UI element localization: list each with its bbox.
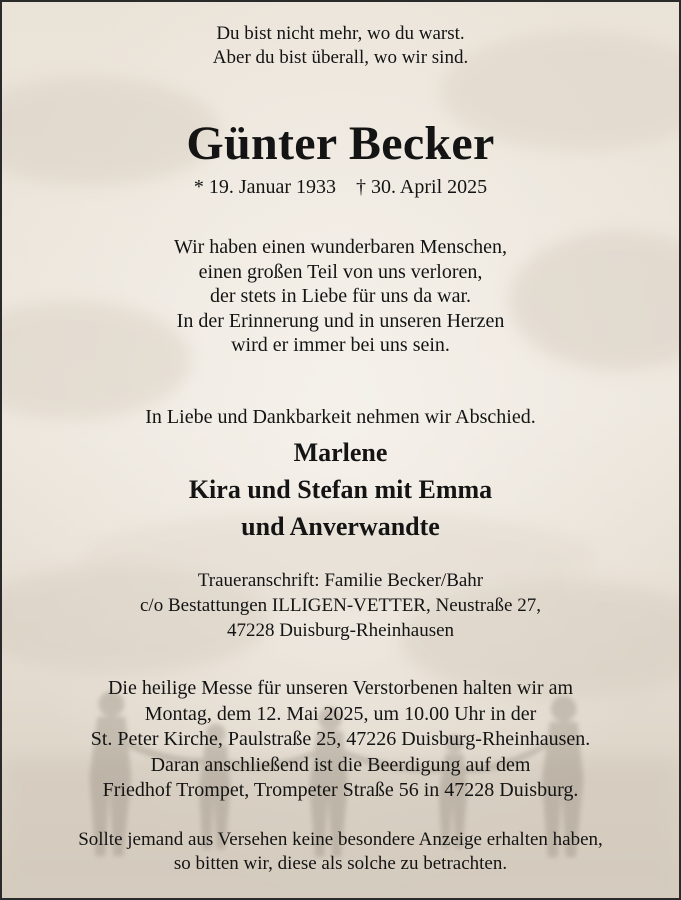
poem-line: Wir haben einen wunderbaren Menschen, [174, 236, 507, 258]
life-dates [2, 174, 679, 200]
service-line: St. Peter Kirche, Paulstraße 25, 47226 Duisburg-Rheinhausen. [90, 728, 591, 750]
mourning-address [2, 568, 679, 643]
birth-date: * 19. Januar 1933 [193, 176, 337, 198]
poem-line: In der Erinnerung und in unseren Herzen [176, 309, 505, 332]
address-line: 47228 Duisburg-Rheinhausen [226, 620, 455, 641]
closing-note [2, 828, 679, 876]
mourner-line: Marlene [293, 438, 388, 467]
mourners [2, 434, 679, 545]
motto [2, 22, 679, 70]
poem [2, 235, 679, 358]
closing-line: Sollte jemand aus Versehen keine besondere Anzeige erhalten haben, [78, 829, 603, 850]
address-line: Traueranschrift: Familie Becker/Bahr [197, 570, 484, 591]
service-line: Daran anschließend ist die Beerdigung auf dem [150, 753, 531, 776]
mourner-line: Kira und Stefan mit Emma [188, 475, 493, 504]
address-line: c/o Bestattungen ILLIGEN-VETTER, Neustraße 27, [140, 595, 541, 616]
motto-line: Du bist nicht mehr, wo du warst. [216, 23, 465, 44]
service-line: Montag, dem 12. Mai 2025, um 10.00 Uhr in der [144, 702, 537, 725]
poem-line: einen großen Teil von uns verloren, [198, 260, 483, 283]
closing-line: so bitten wir, diese als solche zu betrachten. [173, 853, 508, 874]
poem-line: wird er immer bei uns sein. [231, 334, 450, 356]
service-line: Friedhof Trompet, Trompeter Straße 56 in 47228 Duisburg. [102, 779, 579, 801]
farewell-text: In Liebe und Dankbarkeit nehmen wir Abschied. [145, 406, 536, 428]
motto-line: Aber du bist überall, wo wir sind. [212, 47, 469, 68]
service-line: Die heilige Messe für unseren Verstorbenen halten wir am [107, 677, 574, 699]
poem-line: der stets in Liebe für uns da war. [209, 285, 472, 307]
death-date: † 30. April 2025 [356, 176, 488, 198]
deceased-name: Günter Becker [186, 117, 495, 170]
mourner-line: und Anverwandte [241, 512, 440, 541]
funeral-service-info [2, 676, 679, 804]
